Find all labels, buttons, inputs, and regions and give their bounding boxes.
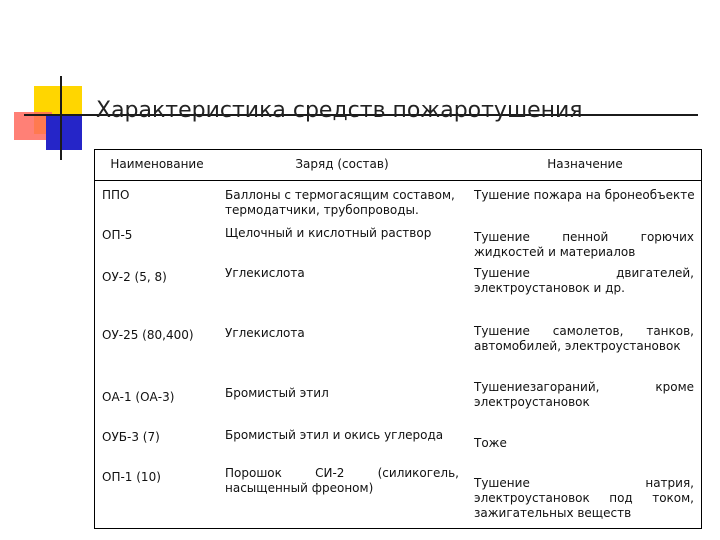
row-1-charge: Баллоны с термогасящим составом, термодатчики, трубопроводы. <box>225 188 455 217</box>
header-name: Наименование <box>110 157 204 171</box>
row-2-name: ОП-5 <box>102 228 133 242</box>
row-1-purpose: Тушение пожара на бронеобъекте <box>474 188 695 202</box>
row-3-name: ОУ-2 (5, 8) <box>102 270 167 284</box>
row-6-purpose: Тоже <box>474 436 507 450</box>
row-6-name: ОУБ-3 (7) <box>102 430 160 444</box>
row-7-name: ОП-1 (10) <box>102 470 161 484</box>
row-4-charge: Углекислота <box>225 326 305 340</box>
decor-blue-square <box>46 116 82 150</box>
header-charge: Заряд (состав) <box>295 157 389 171</box>
row-6-charge: Бромистый этил и окись углерода <box>225 428 444 442</box>
header-separator <box>94 180 702 181</box>
slide-title: Характеристика средств пожаротушения <box>96 98 583 123</box>
header-purpose: Назначение <box>547 157 623 171</box>
decor-vertical-line <box>60 76 62 160</box>
row-7-charge: Порошок СИ-2 (силикогель, насыщенный фреоном) <box>225 466 459 495</box>
row-2-charge: Щелочный и кислотный раствор <box>225 226 432 240</box>
row-5-name: ОА-1 (ОА-3) <box>102 390 175 404</box>
row-5-charge: Бромистый этил <box>225 386 329 400</box>
row-7-purpose: Тушение натрия, электроустановок под током, зажигательных веществ <box>474 476 694 520</box>
row-2-purpose: Тушение пенной горючих жидкостей и материалов <box>474 230 694 259</box>
row-4-name: ОУ-25 (80,400) <box>102 328 194 342</box>
row-3-purpose: Тушение двигателей, электроустановок и др. <box>474 266 694 295</box>
row-5-purpose: Тушениезагораний, кроме электроустановок <box>474 380 694 409</box>
row-3-charge: Углекислота <box>225 266 305 280</box>
row-4-purpose: Тушение самолетов, танков, автомобилей, электроустановок <box>474 324 694 353</box>
row-1-name: ППО <box>102 188 130 202</box>
